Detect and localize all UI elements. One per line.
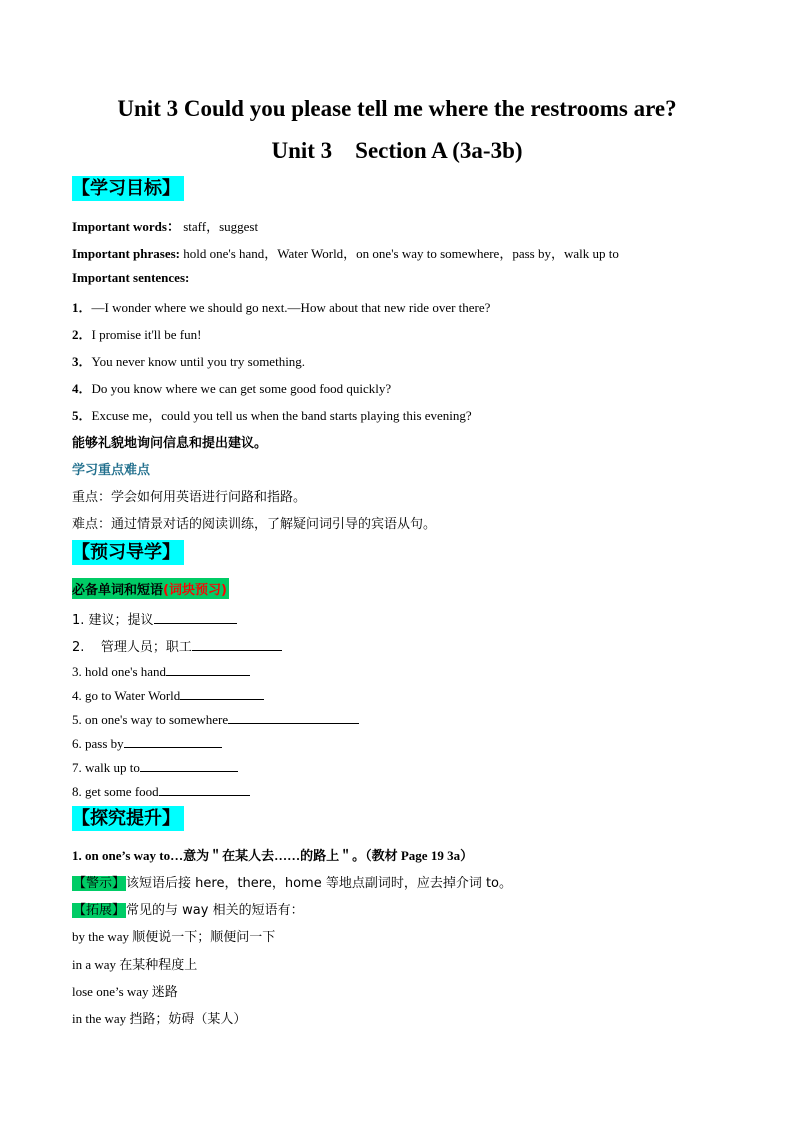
section-explore: 【探究提升】 bbox=[72, 806, 184, 831]
vocab-header-main: 必备单词和短语 bbox=[72, 583, 164, 598]
vocab-item: 5. on one's way to somewhere bbox=[72, 711, 359, 728]
vocab-item: 8. get some food bbox=[72, 783, 250, 800]
main-title: Unit 3 Could you please tell me where the restrooms are? bbox=[117, 96, 677, 121]
way-phrase: in the way 挡路；妨碍（某人） bbox=[72, 1011, 247, 1026]
answer-blank[interactable] bbox=[166, 663, 250, 676]
warning-line bbox=[72, 872, 512, 891]
important-phrases-label: Important phrases: bbox=[72, 246, 180, 261]
answer-blank[interactable] bbox=[159, 783, 250, 796]
explore-point-1: 1. on one’s way to…意为＂在某人去……的路上＂。（教材 Page 19 3a） bbox=[72, 848, 474, 863]
vocab-item: 4. go to Water World bbox=[72, 687, 264, 704]
answer-blank[interactable] bbox=[140, 759, 238, 772]
learning-goal: 能够礼貌地询问信息和提出建议。 bbox=[72, 436, 268, 451]
important-phrases bbox=[72, 243, 619, 262]
key-point: 重点：学会如何用英语进行问路和指路。 bbox=[72, 490, 307, 505]
warning-text: 该短语后接 here，there，home 等地点副词时，应去掉介词 to。 bbox=[126, 876, 513, 891]
sentence-item: 5．Excuse me，could you tell us when the band starts playing this evening? bbox=[72, 408, 472, 423]
warning-tag: 【警示】 bbox=[73, 876, 126, 891]
answer-blank[interactable] bbox=[154, 611, 237, 624]
sentence-item: 2．I promise it'll be fun! bbox=[72, 327, 202, 342]
answer-blank[interactable] bbox=[124, 735, 222, 748]
important-words-label: Important words： bbox=[72, 219, 180, 234]
expand-line bbox=[72, 899, 304, 918]
answer-blank[interactable] bbox=[192, 638, 282, 651]
way-phrase: by the way 顺便说一下；顺便问一下 bbox=[72, 929, 276, 944]
vocab-item: 2. 管理人员；职工 bbox=[72, 636, 282, 655]
key-points-heading: 学习重点难点 bbox=[72, 463, 151, 478]
way-phrase: lose one’s way 迷路 bbox=[72, 984, 178, 999]
vocab-header-note: (词块预习) bbox=[163, 583, 227, 598]
difficulty-point: 难点：通过情景对话的阅读训练，了解疑问词引导的宾语从句。 bbox=[72, 517, 437, 532]
answer-blank[interactable] bbox=[180, 687, 264, 700]
vocab-header bbox=[72, 578, 229, 599]
sub-title: Unit 3 Section A (3a-3b) bbox=[271, 138, 523, 163]
answer-blank[interactable] bbox=[228, 711, 359, 724]
section-objectives: 【学习目标】 bbox=[72, 176, 184, 201]
expand-tag: 【拓展】 bbox=[73, 903, 126, 918]
vocab-item: 7. walk up to bbox=[72, 759, 238, 776]
section-preview: 【预习导学】 bbox=[72, 540, 184, 565]
sentence-item: 1．—I wonder where we should go next.—How about that new ride over there? bbox=[72, 300, 491, 315]
vocab-item: 6. pass by bbox=[72, 735, 222, 752]
important-phrases-value: hold one's hand，Water World，on one's way to somewhere，pass by，walk up to bbox=[183, 246, 619, 261]
important-words-value: staff，suggest bbox=[183, 219, 259, 234]
sentence-item: 3．You never know until you try something. bbox=[72, 354, 306, 369]
sentence-item: 4．Do you know where we can get some good food quickly? bbox=[72, 381, 392, 396]
expand-text: 常见的与 way 相关的短语有： bbox=[126, 903, 304, 918]
way-phrase: in a way 在某种程度上 bbox=[72, 957, 198, 972]
vocab-item: 3. hold one's hand bbox=[72, 663, 250, 680]
important-words bbox=[72, 216, 258, 235]
important-sentences-label: Important sentences: bbox=[72, 270, 190, 285]
vocab-item: 1. 建议；提议 bbox=[72, 609, 237, 628]
